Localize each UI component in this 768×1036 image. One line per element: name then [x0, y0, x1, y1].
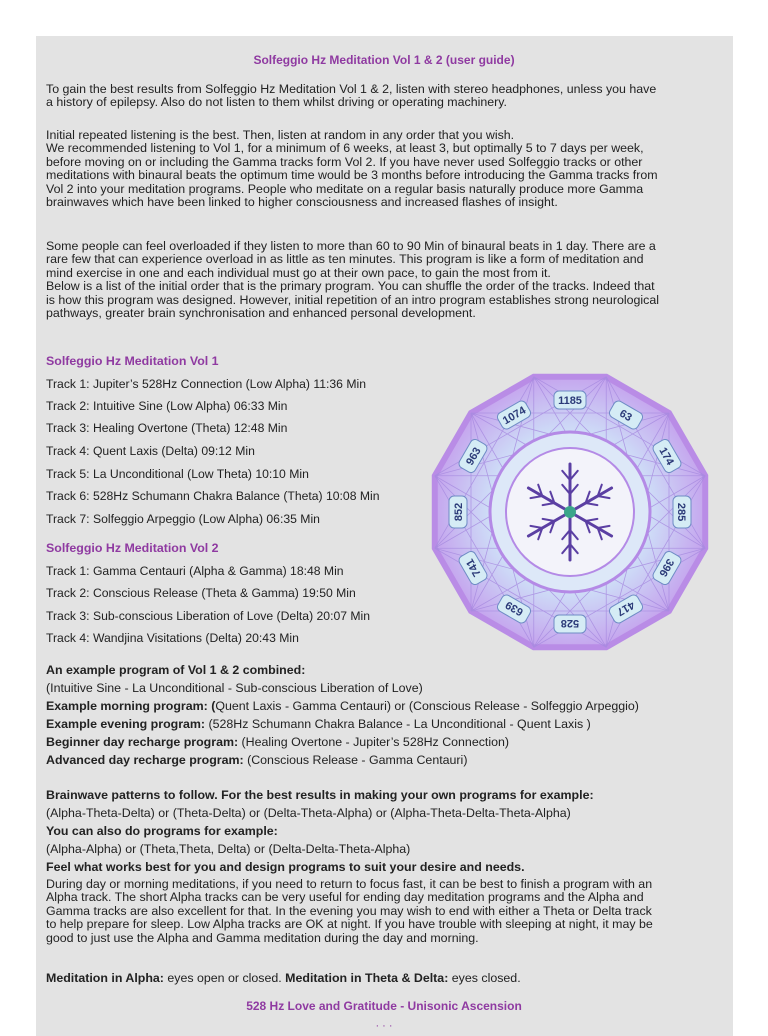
- patterns-heading-2: You can also do programs for example:: [46, 824, 278, 838]
- intro-paragraph-3: Some people can feel overloaded if they listen to more than 60 to 90 Min of binaural beats in 1 day. There are a rare few that can experience overload in as little as ten minutes. This program is like a form of meditation and mind exercise in one and each individual must go at their own pace, to gain the most from it. Below is a list of the initial order that is the primary program. You can shuffle the order of the tracks. Indeed that is how this program was designed. However, initial repetition of an intro program establishes strong neurological pathways, greater brain synchronisation and enhanced personal development.: [46, 239, 659, 321]
- vol1-track-7: Track 7: Solfeggio Arpeggio (Low Alpha) 06:35 Min: [46, 512, 320, 526]
- example-program-text: (Intuitive Sine - La Unconditional - Sub-conscious Liberation of Love): [46, 681, 423, 695]
- vol1-track-6: Track 6: 528Hz Schumann Chakra Balance (Theta) 10:08 Min: [46, 489, 380, 503]
- vol2-heading: Solfeggio Hz Meditation Vol 2: [46, 541, 219, 555]
- vol2-track-3: Track 3: Sub-conscious Liberation of Love (Delta) 20:07 Min: [46, 609, 371, 623]
- advanced-program-text: (Conscious Release - Gamma Centauri): [243, 753, 468, 767]
- mandala-number-285: [673, 496, 691, 528]
- intro-paragraph-1: To gain the best results from Solfeggio Hz Meditation Vol 1 & 2, listen with stereo headphones, unless you have a history of epilepsy. Also do not listen to them whilst driving or operating machinery.: [46, 82, 657, 110]
- beginner-program-label: Beginner day recharge program:: [46, 735, 239, 749]
- intro-paragraph-2: Initial repeated listening is the best. Then, listen at random in any order that you wish. We recommended listening to Vol 1, for a minimum of 6 weeks, at least 3, but optimally 5 to 7 days per week, before moving on or including the Gamma tracks form Vol 2. If you have never used Solfeggio tracks or other meditations with binaural beats the optimum time would be 3 months before introducing the Gamma tracks from Vol 2 into your meditation programs. People who meditate on a regular basis naturally produce more Gamma brainwaves which have been linked to higher consciousness and increased flashes of insight.: [46, 128, 658, 210]
- vol1-track-3: Track 3: Healing Overtone (Theta) 12:48 Min: [46, 421, 288, 435]
- morning-program-text: Quent Laxis - Gamma Centauri) or (Conscious Release - Solfeggio Arpeggio): [215, 699, 639, 713]
- solfeggio-mandala-image: [424, 366, 716, 658]
- patterns-heading-3: Feel what works best for you and design programs to suit your desire and needs.: [46, 860, 525, 874]
- mandala-number-text: 741: [464, 556, 484, 579]
- mandala-number-text: 174: [656, 445, 676, 468]
- vol2-track-2: Track 2: Conscious Release (Theta & Gamma) 19:50 Min: [46, 586, 356, 600]
- evening-program-label: Example evening program:: [46, 717, 206, 731]
- alpha-label: Meditation in Alpha:: [46, 971, 164, 985]
- mandala-number-528: [554, 615, 586, 633]
- document-page: [36, 36, 733, 1036]
- morning-program: [46, 700, 639, 713]
- mandala-number-text: 963: [464, 445, 484, 468]
- patterns-line-1: (Alpha-Theta-Delta) or (Theta-Delta) or (Delta-Theta-Alpha) or (Alpha-Theta-Delta-Theta-Alpha): [46, 806, 571, 820]
- patterns-heading: Brainwave patterns to follow. For the best results in making your own programs for example:: [46, 788, 594, 802]
- mandala-number-text: 852: [453, 502, 465, 522]
- example-program-heading: An example program of Vol 1 & 2 combined:: [46, 663, 306, 677]
- vol1-track-4: Track 4: Quent Laxis (Delta) 09:12 Min: [46, 444, 255, 458]
- vol1-heading: Solfeggio Hz Meditation Vol 1: [46, 354, 219, 368]
- footer-subtitle: · · ·: [375, 1020, 393, 1032]
- mandala-number-text: 528: [560, 617, 580, 629]
- vol2-track-4: Track 4: Wandjina Visitations (Delta) 20:43 Min: [46, 631, 299, 645]
- mandala-number-text: 63: [617, 407, 634, 425]
- patterns-paragraph: During day or morning meditations, if you need to return to focus fast, it can be best to finish a program with an Alpha track. The short Alpha tracks can be very useful for ending day meditation programs and the Alpha and Gamma tracks are also excellent for that. In the evening you may wish to end with either a Theta or Delta track to help prepare for sleep. Low Alpha tracks are OK at night. If you have trouble with sleeping at night, it may be good to just use the Alpha and Gamma meditation during the day and morning.: [46, 877, 653, 945]
- patterns-line-2: (Alpha-Alpha) or (Theta,Theta, Delta) or (Delta-Delta-Theta-Alpha): [46, 842, 411, 856]
- evening-program: [46, 718, 591, 731]
- mandala-number-852: [449, 496, 467, 528]
- morning-program-label: Example morning program: (: [46, 699, 216, 713]
- document-title: Solfeggio Hz Meditation Vol 1 & 2 (user guide): [253, 53, 515, 67]
- beginner-program-text: (Healing Overtone - Jupiter’s 528Hz Connection): [238, 735, 510, 749]
- mandala-number-text: 396: [656, 556, 676, 579]
- theta-label: Meditation in Theta & Delta:: [285, 971, 449, 985]
- mandala-number-1185: [554, 391, 586, 409]
- advanced-program-label: Advanced day recharge program:: [46, 753, 244, 767]
- vol1-track-2: Track 2: Intuitive Sine (Low Alpha) 06:33 Min: [46, 399, 288, 413]
- mandala-number-text: 285: [675, 502, 687, 522]
- vol2-track-1: Track 1: Gamma Centauri (Alpha & Gamma) 18:48 Min: [46, 564, 344, 578]
- eyes-instructions: [46, 972, 521, 985]
- evening-program-text: (528Hz Schumann Chakra Balance - La Unconditional - Quent Laxis ): [205, 717, 591, 731]
- mandala-number-text: 1185: [558, 395, 582, 407]
- mandala-center-dot: [564, 506, 576, 518]
- mandala-number-text: 1074: [500, 404, 529, 428]
- advanced-program: [46, 754, 467, 767]
- mandala-number-text: 639: [503, 598, 526, 618]
- alpha-text: eyes open or closed.: [163, 971, 286, 985]
- vol1-track-1: Track 1: Jupiter’s 528Hz Connection (Low Alpha) 11:36 Min: [46, 377, 366, 391]
- beginner-program: [46, 736, 509, 749]
- mandala-number-text: 417: [614, 598, 637, 618]
- footer-title: 528 Hz Love and Gratitude - Unisonic Ascension: [246, 999, 522, 1013]
- theta-text: eyes closed.: [448, 971, 521, 985]
- vol1-track-5: Track 5: La Unconditional (Low Theta) 10:10 Min: [46, 467, 309, 481]
